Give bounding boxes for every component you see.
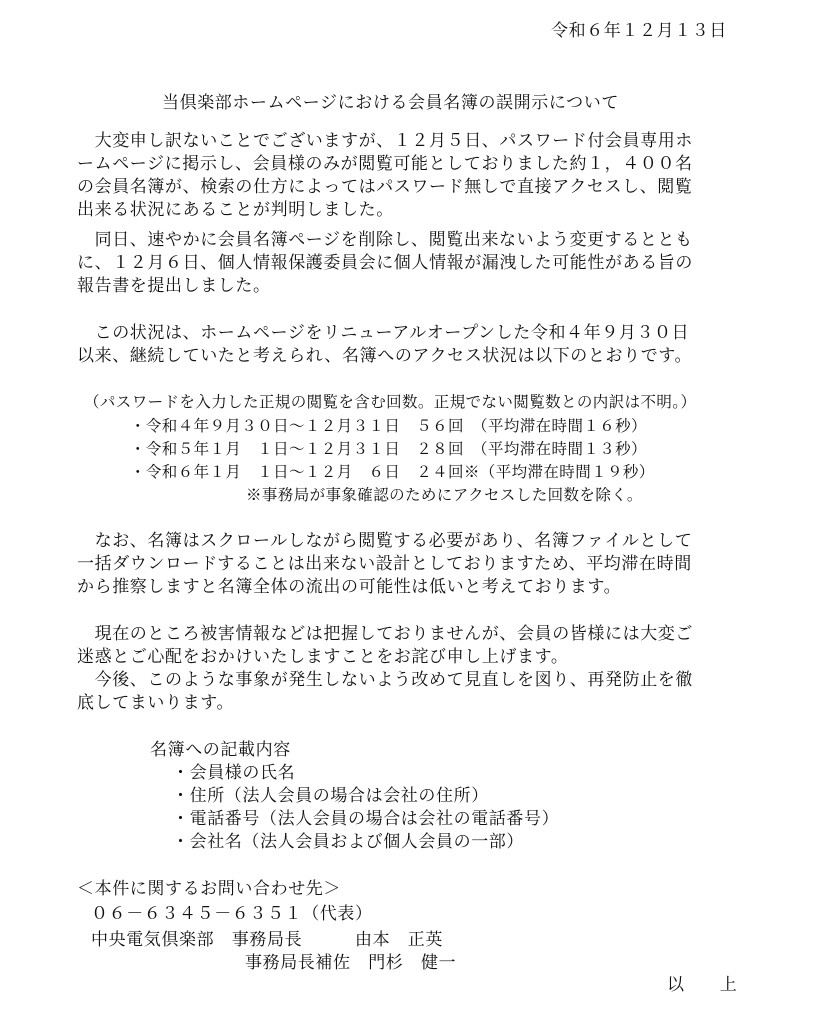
text-line: 一括ダウンロードすることは出来ない設計としておりますため、平均滞在時間 xyxy=(77,554,692,574)
text-line: ームページに掲示し、会員様のみが閲覧可能としておりました約１，４００名 xyxy=(77,154,693,174)
text-line: 迷惑とご心配をおかけいたしますことをお詫び申し上げます。 xyxy=(77,647,569,667)
roster-contents-heading: 名簿への記載内容 xyxy=(150,740,291,760)
access-row: ・令和４年９月３０日～１２月３１日 ５６回 （平均滞在時間１６秒） xyxy=(130,417,647,435)
text-line: 大変申し訳ないことでございますが、１２月５日、パスワード付会員専用ホ xyxy=(77,131,693,151)
access-note: （パスワードを入力した正規の閲覧を含む回数。正規でない閲覧数との内訳は不明。） xyxy=(84,393,697,411)
date: 令和６年１２月１３日 xyxy=(551,21,727,41)
contact-phone: ０６－６３４５－６３５１（代表） xyxy=(91,904,373,924)
text-line: この状況は、ホームページをリニューアルオープンした令和４年９月３０日 xyxy=(77,323,690,343)
text-line: 出来る状況にあることが判明しました。 xyxy=(77,200,394,220)
closing: 以 上 xyxy=(667,975,738,995)
contact-org-line: 中央電気倶楽部 事務局長 由本 正英 xyxy=(91,930,443,950)
roster-item: ・電話番号（法人会員の場合は会社の電話番号） xyxy=(172,809,560,829)
text-line: 今後、このような事象が発生しないよう改めて見直しを図り、再発防止を徹 xyxy=(77,670,693,690)
roster-item: ・会員様の氏名 xyxy=(172,763,296,783)
text-line: の会員名簿が、検索の仕方によってはパスワード無しで直接アクセスし、閲覧 xyxy=(77,177,693,197)
contact-staff-line: 事務局長補佐 門杉 健一 xyxy=(245,953,457,973)
page-title: 当倶楽部ホームページにおける会員名簿の誤開示について xyxy=(162,93,619,113)
text-line: 現在のところ被害情報などは把握しておりませんが、会員の皆様には大変ご xyxy=(77,624,693,644)
text-line: なお、名簿はスクロールしながら閲覧する必要があり、名簿ファイルとして xyxy=(77,531,693,551)
text-line: から推察しますと名簿全体の流出の可能性は低いと考えております。 xyxy=(77,577,622,597)
roster-item: ・会社名（法人会員および個人会員の一部） xyxy=(172,832,524,852)
text-line: 底してまいります。 xyxy=(77,693,235,713)
text-line: に、１２月６日、個人情報保護委員会に個人情報が漏洩した可能性がある旨の xyxy=(77,253,693,273)
roster-item: ・住所（法人会員の場合は会社の住所） xyxy=(172,786,489,806)
access-row: ・令和５年１月 １日～１２月３１日 ２８回 （平均滞在時間１３秒） xyxy=(130,440,647,458)
text-line: 報告書を提出しました。 xyxy=(77,276,271,296)
contact-heading: ＜本件に関するお問い合わせ先＞ xyxy=(77,879,341,899)
access-footnote: ※事務局が事象確認のためにアクセスした回数を除く。 xyxy=(246,486,643,504)
text-line: 以来、継続していたと考えられ、名簿へのアクセス状況は以下のとおりです。 xyxy=(77,346,693,366)
text-line: 同日、速やかに会員名簿ページを削除し、閲覧出来ないよう変更するととも xyxy=(77,230,693,250)
access-row: ・令和６年１月 １日～１２月 ６日 ２４回※（平均滞在時間１９秒） xyxy=(130,463,655,481)
